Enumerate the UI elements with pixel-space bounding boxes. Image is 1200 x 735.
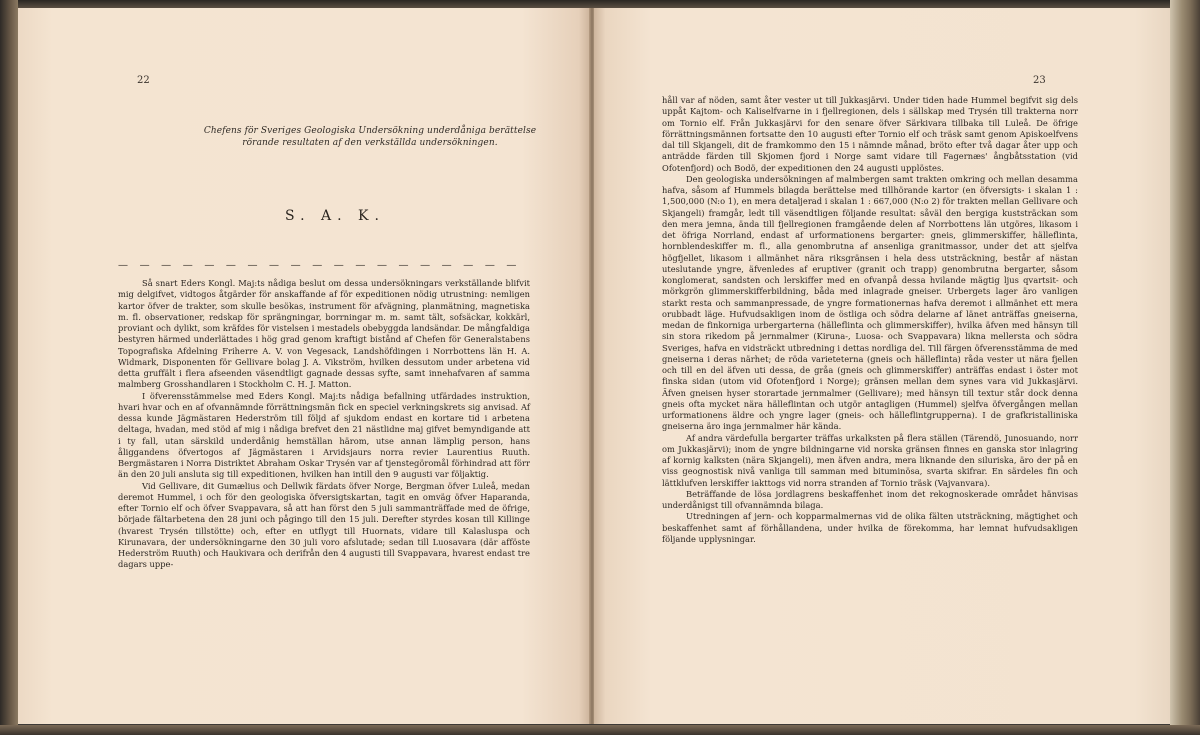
paragraph: Så snart Eders Kongl. Maj:ts nådiga beslut om dessa undersökningars verkställande blifvit mig delgifvet, vidtogos åtgärder för anskaffande af för expeditionen nödig utrustning: nemligen kartor öfver de trakter, som skulle besökas, instrument för afvägning, planmätning, magnetiska m. fl. observationer, redskap för sprängningar, borrningar m. m. samt tält, sofsäckar, kokkärl, proviant och dylikt, som kräfdes för vistelsen i mestadels obebyggda landsändar. De mångfaldiga bestyren härmed underlättades i hög grad genom kraftigt bistånd af Chefen för Generalstabens Topografiska Afdelning Friherre A. V. von Vegesack, Landshöfdingen i Norrbottens län H. A. Widmark, Disponenten för Gellivare bolag J. A. Vikström, hvilken dessutom under arbetena vid detta gruffält i flera afseenden väsendtligt gagnade dessas syfte, samt innehafvaren af samma malmberg Grosshandlaren i Stockholm C. H. J. Matton. [118,278,530,390]
paragraph: håll var af nöden, samt åter vester ut till Jukkasjärvi. Under tiden hade Hummel begifvit sig dels uppåt Kajtom- och Kaliselfvarne in i fjellregionen, dels i sällskap med Trysén till trakterna norr om Tornio elf. Från Jukkasjärvi for den senare öfver Särkivara tillbaka till Luleå. De öfrige förrättningsmännen fortsatte den 10 augusti efter Tornio elf och träsk samt genom Apiskoelfvens dal till Skjangeli, dit de framkommo den 15 i nämnde månad, bröto efter två dagar åter upp och anträdde färden till Skjomen fjord i Norge samt vidare till Fagernæs' ångbåtsstation (vid Ofotenfjord) och Bodö, der expeditionen den 24 augusti upplöstes. [662,95,1078,173]
paragraph: Den geologiska undersökningen af malmbergen samt trakten omkring och mellan desamma hafva, såsom af Hummels bilagda berättelse med tillhörande kartor (en öfversigts- i skalan 1 : 1,500,000 (N:o 1), en mera detaljerad i skalan 1 : 667,000 (N:o 2) för trakten mellan Gellivare och Skjangeli) framgår, ledt till väsendtligen följande resultat: såväl den bergiga kuststräckan som den mera jemna, ända till fjellregionen framgående delen af Norrbottens län utgöres, likasom i det öfriga Norrland, endast af urformationens bergarter: gneis, glimmerskiffer, hälleflinta, hornblendeskiffer m. fl., alla genombrutna af ansenliga granitmassor, under det att sjelfva högfjellet, likasom i allmänhet nära riksgränsen i hela dess utsträckning, består af nästan uteslutande yngre, äfvenledes af eruptiver (granit och trapp) genombrutna bergarter, såsom konglomerat, sandsten och lerskiffer med en ofvanpå dessa hvilande mägtig ljus qvartsit- och mörkgrön glimmerskifferbildning, båda med inlagrade gneiser. Urbergets lager äro vanligen starkt resta och sammanpressade, de yngre formationernas hafva deremot i allmänhet ett mera orubbadt läge. Hufvudsakligen inom de östliga och södra delarne af länet anträffas gneiserna, medan de finkorniga urbergarterna (hälleflinta och glimmerskiffer), hvilka äfven med hänsyn till sin stora rikedom på jernmalmer (Kiruna-, Luosa- och Svappavara) likna mellersta och södra Sveriges, hafva en vidsträckt utbredning i dettas nordliga del. Till färgen öfverensstämma de med gneiserna i deras närhet; de röda varieteterna (gneis och hälleflinta) råda vester ut nära fjellen och till en del äfven uti dessa, de gråa (gneis och glimmerskiffer) anträffas endast i öster mot finska sidan (utom vid Ofotenfjord i Norge); gränsen mellan dem synes vara vid Jukkasjärvi. Äfven gneisen hyser storartade jernmalmer (Gellivare); med hänsyn till textur står dock denna gneis ofta mycket nära hälleflintan och utgör antagligen (Hummel) sjelfva öfvergången mellan urformationens äldre och yngre lager (gneis- och hälleflintgrupperna). I de grafkristalliniska gneiserna äro inga jernmalmer här kända. [662,173,1078,432]
subtitle-line-1: Chefens för Sveriges Geologiska Undersökning underdåniga berättelse [203,126,537,136]
section-heading: S. A. K. [285,208,385,224]
dashed-separator: — — — — — — — — — — — — — — — — — — — [118,260,521,271]
paragraph: I öfverensstämmelse med Eders Kongl. Maj:ts nådiga befallning utfärdades instruktion, hvari hvar och en af ofvannämnde förrättningsmän fick en speciel verkningskrets sig anvisad. Af dessa kunde Jägmästaren Hederström till följd af sjukdom endast en kortare tid i arbetena deltaga, hvadan, med stöd af mig i nådiga brefvet den 21 nästlidne maj gifvet bemyndigande att i ty fall, utan särskild underdånig hemställan härom, utse annan lämplig person, hans åliggandens öfvertogos af Jägmästaren i Arvidsjaurs norra revier Laurentius Ruuth. Bergmästaren i Norra Distriktet Abraham Oskar Trysén var af tjenstegöromål förhindrad att förr än den 20 juli ansluta sig till expeditionen, hvilken han intill den 9 augusti var följaktig. [118,390,530,480]
paragraph: Af andra värdefulla bergarter träffas urkalksten på flera ställen (Tärendö, Junosuando, norr om Jukkasjärvi); inom de yngre bildningarne vid norska gränsen finnes en ganska stor inlagring af kornig kalksten (nära Skjangeli), men äfven andra, mera liknande den siluriska, äro der på en viss geognostisk nivå vanliga till samman med bituminösa, svarta skifrar. En särdeles fin och lättklufven lerskiffer iakttogs vid norra stranden af Tornio träsk (Vajvanvara). [662,432,1078,488]
paragraph: Beträffande de lösa jordlagrens beskaffenhet inom det rekognoskerade området hänvisas underdånigst till ofvannämnda bilaga. [662,488,1078,510]
left-cover-edge [0,0,18,735]
paragraph: Vid Gellivare, dit Gumælius och Dellwik färdats öfver Norge, Bergman öfver Luleå, medan deremot Hummel, i och för den geologiska öfversigtskartan, tagit en omväg öfver Haparanda, efter Tornio elf och öfver Svappavara, så att han först den 5 juli sammanträffade med de öfrige, började fältarbetena den 28 juni och pågingo till den 15 juli. Derefter styrdes kosan till Killinge (hvarest Trysén tillstötte) och, efter en utflygt till Huornats, vidare till Kalasluspa och Kirunavara, der undersökningarne den 30 juli voro afslutade; sedan till Luosavara (där afföste Hederström Ruuth) och Haukivara och derifrån den 4 augusti till Svappavara, hvarest endast tre dagars uppe- [118,480,530,570]
report-subtitle [150,125,590,149]
left-page-body [118,278,530,571]
right-page-body [662,95,1078,545]
left-page-number: 22 [137,75,150,86]
paragraph: Utredningen af jern- och kopparmalmernas vid de olika fälten utsträckning, mägtighet och beskaffenhet samt af förhållandena, under hvilka de förekomma, har lemnat hufvudsakligen följande upplysningar. [662,511,1078,544]
right-page-stack-edge [1170,0,1200,735]
book-top-edge [0,0,1200,8]
subtitle-line-2: rörande resultaten af den verkställda undersökningen. [242,138,498,148]
book-bottom-edge [0,725,1200,735]
right-page-number: 23 [1033,75,1046,86]
